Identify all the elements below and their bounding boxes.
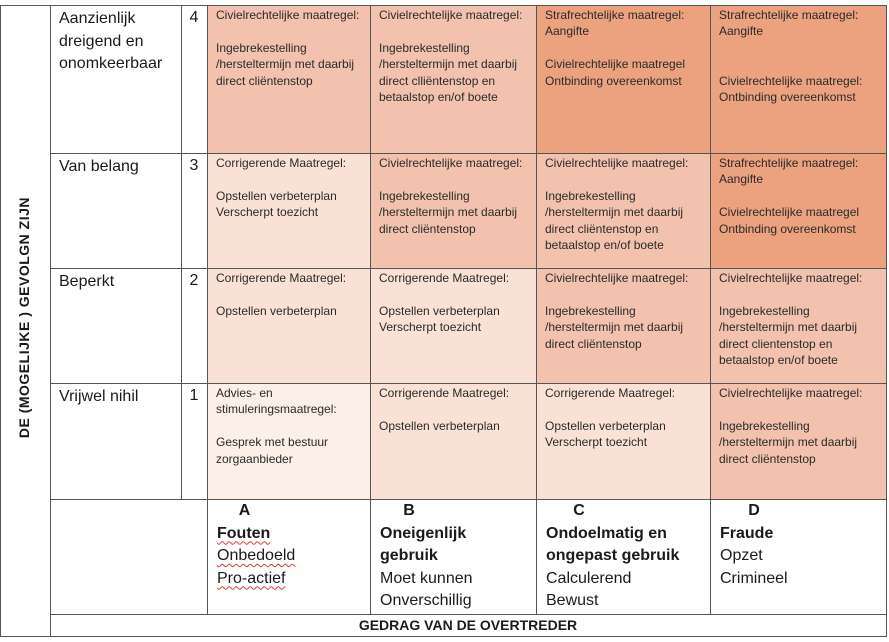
grid-line [50, 383, 887, 384]
measure-cell: Corrigerende Maatregel: Opstellen verbeterplan [370, 383, 536, 499]
measure-cell: Corrigerende Maatregel: Opstellen verbeterplan [207, 268, 370, 383]
grid-line [886, 5, 887, 636]
impact-level-label: Beperkt [59, 273, 115, 290]
impact-level-label: Vrijwel nihil [59, 388, 139, 405]
column-title: Oneigenlijk gebruik [380, 524, 467, 564]
measure-cell: Advies- en stimuleringsmaatregel: Gesprek met bestuur zorgaanbieder [207, 383, 370, 499]
column-letter: A [238, 502, 251, 519]
grid-line [50, 5, 51, 636]
column-title: Fouten [217, 524, 271, 542]
measure-cell: Civielrechtelijke maatregel: Ingebrekestelling /hersteltermijn met daarbij direct cliëntenstop en betaalstop en/of boete [536, 153, 710, 268]
column-title: Ondoelmatig en ongepast gebruik [546, 524, 680, 564]
column-title: Fraude [720, 524, 774, 542]
measure-cell: Strafrechtelijke maatregel: Aangifte Civielrechtelijke maatregel Ontbinding overeenkomst [710, 153, 886, 268]
y-axis-label-text: DE (MOGELIJKE ) GEVOLGN ZIJN [16, 197, 32, 439]
impact-level-number: 2 [189, 272, 199, 289]
grid-line [50, 614, 887, 615]
impact-level-number: 1 [189, 387, 199, 404]
grid-line [370, 5, 371, 614]
grid-line [0, 636, 887, 637]
grid-line [50, 268, 887, 269]
grid-line [0, 5, 1, 636]
measure-cell: Civielrechtelijke maatregel: Ingebrekestelling /hersteltermijn met daarbij direct cliëntenstop [710, 383, 886, 499]
behaviour-column-header [710, 499, 886, 614]
column-letter: B [403, 502, 415, 519]
column-descriptor: Onverschillig [380, 592, 472, 609]
grid-line [0, 5, 887, 6]
measure-cell: Strafrechtelijke maatregel: Aangifte Civielrechtelijke maatregel: Ontbinding overeenkomst [710, 5, 886, 153]
column-letter: D [748, 502, 760, 519]
measure-cell: Civielrechtelijke maatregel: Ingebrekestelling /hersteltermijn met daarbij direct cliëntenstop [536, 268, 710, 383]
measure-cell: Civielrechtelijke maatregel: Ingebrekestelling /hersteltermijn met daarbij direct cliëntenstop [370, 153, 536, 268]
grid-line [207, 5, 208, 614]
measure-cell: Corrigerende Maatregel: Opstellen verbeterplan Verscherpt toezicht [370, 268, 536, 383]
measure-cell: Civielrechtelijke maatregel: Ingebrekestelling /hersteltermijn met daarbij direct clliëntenstop en betaalstop en/of boete [370, 5, 536, 153]
measure-cell: Civielrechtelijke maatregel: Ingebrekestelling /hersteltermijn met daarbij direct cliëntenstop [207, 5, 370, 153]
column-descriptor: Moet kunnen [380, 569, 473, 587]
column-descriptor: Crimineel [720, 569, 788, 587]
y-axis-label [0, 0, 48, 636]
grid-line [50, 499, 887, 500]
measure-cell: Strafrechtelijke maatregel: Aangifte Civielrechtelijke maatregel Ontbinding overeenkomst [536, 5, 710, 153]
grid-line [536, 5, 537, 614]
column-descriptor: Bewust [546, 592, 599, 609]
grid-line [50, 153, 887, 154]
impact-level-number: 3 [189, 157, 199, 174]
column-descriptor: Opzet [720, 547, 763, 564]
grid-line [710, 5, 711, 614]
grid-line [181, 5, 182, 499]
measure-cell: Corrigerende Maatregel: Opstellen verbeterplan Verscherpt toezicht [207, 153, 370, 268]
measure-cell: Corrigerende Maatregel: Opstellen verbeterplan Verscherpt toezicht [536, 383, 710, 499]
impact-level-label: Van belang [59, 158, 139, 175]
column-descriptor: Calculerend [546, 569, 632, 587]
x-axis-label: GEDRAG VAN DE OVERTREDER [358, 617, 578, 633]
column-descriptor: Pro-actief [217, 569, 286, 587]
impact-level-number: 4 [189, 9, 199, 26]
measure-cell: Civielrechtelijke maatregel: Ingebrekestelling /hersteltermijn met daarbij direct clientenstop en betaalstop en/of boete [710, 268, 886, 383]
impact-level-label: Aanzienlijk dreigend en onomkeerbaar [59, 10, 163, 72]
column-descriptor: Onbedoeld [217, 547, 296, 564]
column-letter: C [573, 502, 585, 519]
